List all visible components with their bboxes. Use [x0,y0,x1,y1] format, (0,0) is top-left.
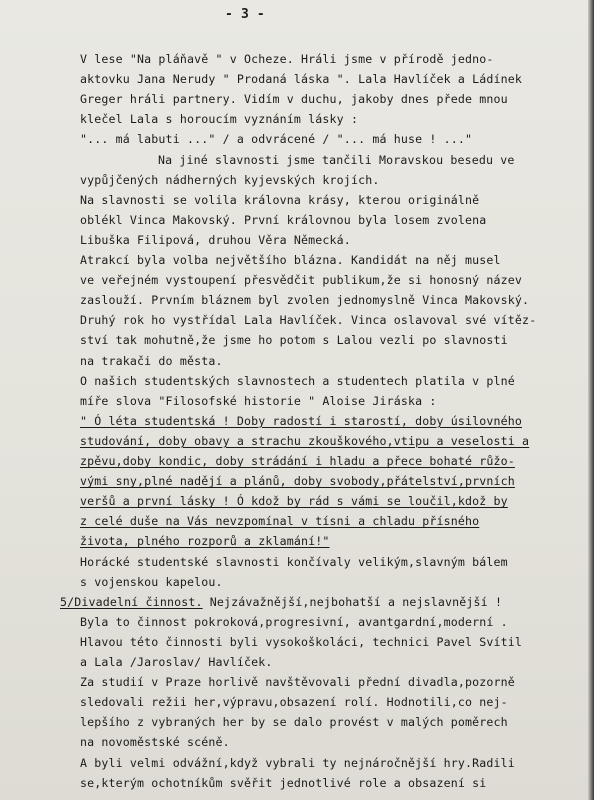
text-line: studování, doby obavy a strachu zkouškového,vtipu a veselosti a [80,433,530,448]
text-line: klečel Lala s horoucím vyznáním lásky : [80,112,359,127]
text-line: Za studií v Praze horlivě navštěvovali přední divadla,pozorně [80,675,515,690]
text-line: Na jiné slavnosti jsme tančili Moravskou besedu ve [158,152,515,167]
section-heading: 5/Divadelní činnost. [60,594,203,609]
text-line: Greger hráli partnery. Vidím v duchu, jakoby dnes přede mnou [80,92,508,107]
text-line: ve veřejném vystoupení přesvědčit publikum,že si honosný název [80,273,523,288]
text-line: Hlavou této činnosti byli vysokoškoláci, technici Pavel Svítil [80,634,523,649]
text-line: zpěvu,doby kondic, doby strádání i hladu a přece bohaté růžo- [80,454,515,468]
text-line: z celé duše na Vás nevzpomínal v tísni a chladu přísného [80,514,480,529]
text-line: míře slova "Filosofské historie " Aloise Jiráska : [80,393,437,408]
text-line: A byli velmi odvážní,když vybrali ty nejnáročnější hry.Radili [80,755,515,770]
text-line: O našich studentských slavnostech a studentech platila v plné [80,373,515,388]
text-line: Na slavnosti se volila královna krásy, kterou originálně [80,192,480,207]
text-line: vými sny,plné nadějí a plánů, doby svobody,přátelství,prvních [80,474,515,489]
text-line: "... má labuti ..." / a odvrácené / "... má huse ! ..." [80,132,473,147]
text-line: vypůjčených nádherných kyjevských krojích. [80,172,380,187]
text-line: na novoměstské scéně. [80,735,230,750]
text-line: veršů a první lásky ! Ó kdož by rád s vámi se loučil,kdož by [80,494,508,509]
text-line: na trakači do města. [80,353,223,368]
text-line: Druhý rok ho vystřídal Lala Havlíček. Vinca oslavoval své vítěz- [80,313,537,328]
text-line: sledovali režii her,výpravu,obsazení rolí. Hodnotili,co nej- [80,695,508,710]
text-line: Libuška Filipová, druhou Věra Německá. [80,232,351,247]
text-line: lepšího z vybraných her by se dalo provést v malých poměrech [80,715,508,730]
text-line: s vojenskou kapelou. [80,574,223,589]
text-line: aktovku Jana Nerudy " Prodaná láska ". Lala Havlíček a Ládínek [80,72,523,87]
page-edge-shadow [588,0,594,800]
page-number: - 3 - [225,7,265,22]
text-line [60,595,502,609]
text-line: se,kterým ochotníkům svěřit jednotlivé role a obsazení si [80,775,487,790]
text-line: ství tak mohutně,že jsme ho potom s Lalou vezli po slavnosti [80,333,508,348]
text-line: zaslouží. Prvním bláznem byl zvolen jednomyslně Vinca Makovský. [80,293,530,308]
text-line: života, plného rozporů a zklamání!" [80,534,330,549]
text-line: oblékl Vinca Makovský. První královnou byla losem zvolena [80,212,487,227]
line-text: Nejzávažnější,nejbohatší a nejslavnější ! [202,594,503,609]
text-line: a Lala /Jaroslav/ Havlíček. [80,655,273,669]
text-line: " Ó léta studentská ! Doby radostí i starostí, doby úsilovného [80,413,523,428]
text-line: Byla to činnost pokroková,progresivní, avantgardní,moderní . [80,614,508,629]
text-line: V lese "Na pláňavě " v Ocheze. Hráli jsme v přírodě jedno- [80,52,494,66]
text-line: Horácké studentské slavnosti končívaly velikým,slavným bálem [80,554,508,569]
text-line: Atrakcí byla volba největšího blázna. Kandidát na něj musel [80,253,501,267]
